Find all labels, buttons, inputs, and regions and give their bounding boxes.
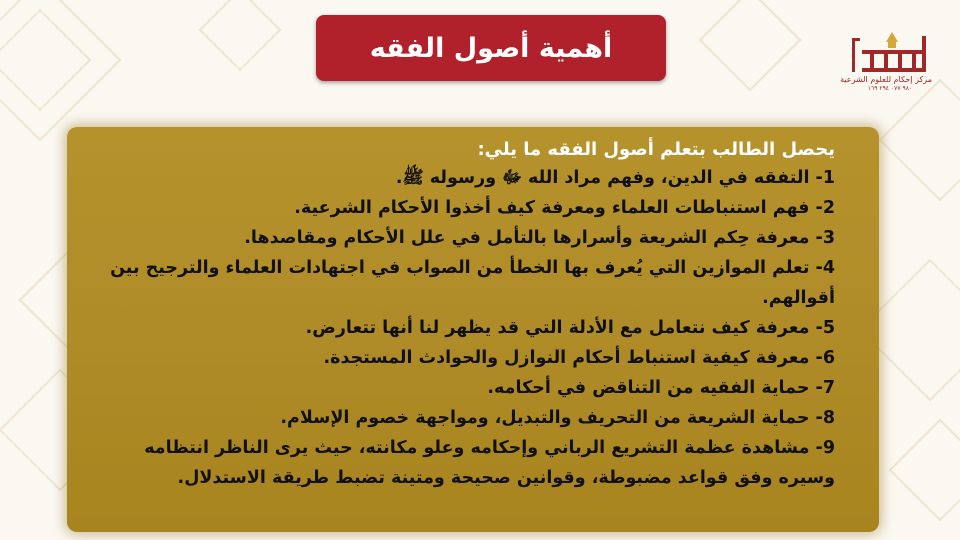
- item-number: 5: [822, 318, 835, 338]
- item-number: 9: [822, 438, 835, 458]
- item-number: 2: [822, 198, 835, 218]
- item-number: 1: [822, 168, 835, 188]
- list-item: 5- معرفة كيف نتعامل مع الأدلة التي قد يظهر لنا أنها تتعارض.: [305, 318, 835, 338]
- item-number: 7: [822, 378, 835, 398]
- item-text: معرفة كيفية استنباط أحكام النوازل والحوادث المستجدة.: [323, 348, 810, 368]
- list-item: 2- فهم استنباطات العلماء ومعرفة كيف أخذوا الأحكام الشرعية.: [294, 198, 835, 218]
- content-body: [95, 137, 835, 493]
- list-item: 9- مشاهدة عظمة التشريع الرباني وإحكامه وعلو مكانته، حيث يرى الناظر انتظامه وسيره وفق قواعد مضبوطة، وقوانين صحيحة ومتينة تضبط طريقة الاستدلال.: [144, 438, 835, 488]
- item-text: التفقه في الدين، وفهم مراد الله ﷻ ورسوله ﷺ.: [395, 168, 810, 188]
- item-text: حماية الشريعة من التحريف والتبديل، ومواجهة خصوم الإسلام.: [280, 408, 810, 428]
- item-text: حماية الفقيه من التناقض في أحكامه.: [487, 378, 810, 398]
- logo-tagline: ٩٨٠ ٠٧٧ ٢٩٤ ١٦٩: [867, 85, 913, 92]
- item-number: 4: [822, 258, 835, 278]
- list-item: 8- حماية الشريعة من التحريف والتبديل، ومواجهة خصوم الإسلام.: [280, 408, 835, 428]
- list-item: 6- معرفة كيفية استنباط أحكام النوازل والحوادث المستجدة.: [323, 348, 835, 368]
- item-text: معرفة كيف نتعامل مع الأدلة التي قد يظهر لنا أنها تتعارض.: [305, 318, 810, 338]
- item-number: 6: [822, 348, 835, 368]
- slide-title: أهمية أصول الفقه: [369, 32, 613, 64]
- list-item: 4- تعلم الموازين التي يُعرف بها الخطأ من الصواب في اجتهادات العلماء والترجيح بين أقوالهم.: [110, 258, 835, 308]
- item-text: تعلم الموازين التي يُعرف بها الخطأ من الصواب في اجتهادات العلماء والترجيح بين أقوالهم.: [110, 258, 835, 308]
- item-text: فهم استنباطات العلماء ومعرفة كيف أخذوا الأحكام الشرعية.: [294, 198, 810, 218]
- intro-text: يحصل الطالب بتعلم أصول الفقه ما يلي:: [477, 139, 835, 160]
- item-text: مشاهدة عظمة التشريع الرباني وإحكامه وعلو مكانته، حيث يرى الناظر انتظامه وسيره وفق قواعد مضبوطة، وقوانين صحيحة ومتينة تضبط طريقة الاستدلال.: [144, 438, 835, 488]
- item-text: معرفة حِكم الشريعة وأسرارها بالتأمل في علل الأحكام ومقاصدها.: [244, 228, 810, 248]
- slide-title-banner: [316, 15, 666, 81]
- item-number: 8: [822, 408, 835, 428]
- list-item: 7- حماية الفقيه من التناقض في أحكامه.: [487, 378, 835, 398]
- list-item: 3- معرفة حِكم الشريعة وأسرارها بالتأمل في علل الأحكام ومقاصدها.: [244, 228, 835, 248]
- item-number: 3: [822, 228, 835, 248]
- logo-subtitle: مركز إحكام للعلوم الشرعية: [840, 75, 932, 84]
- list-item: 1- التفقه في الدين، وفهم مراد الله ﷻ ورسوله ﷺ.: [395, 168, 835, 188]
